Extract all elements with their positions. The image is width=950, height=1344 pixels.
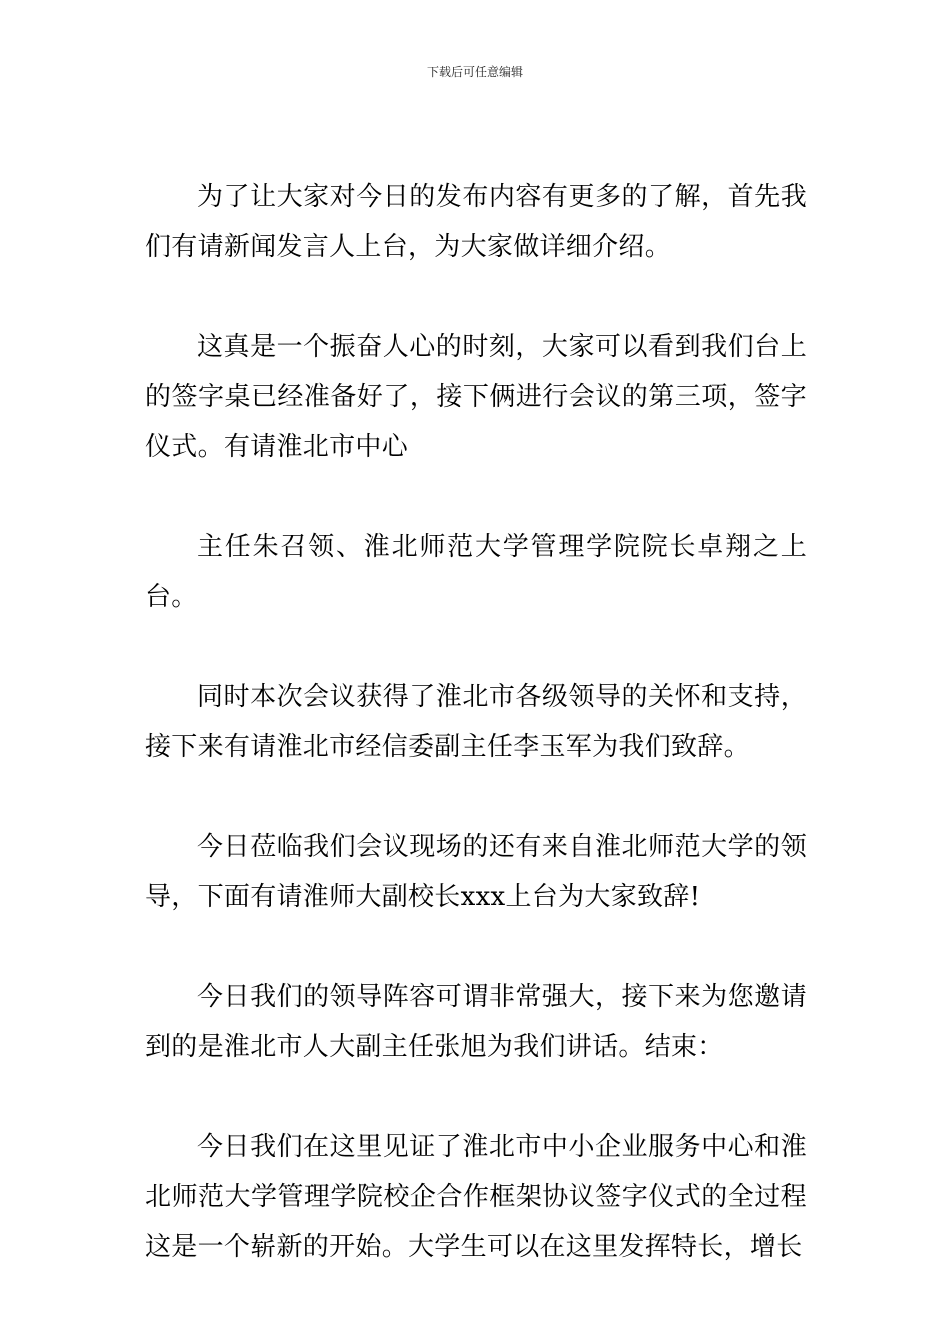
page-header: 下载后可任意编辑 xyxy=(426,65,523,79)
document-body xyxy=(145,172,807,1322)
paragraph-closing: 今日我们在这里见证了淮北市中小企业服务中心和淮北师范大学管理学院校企合作框架协议签字仪式的全过程这是一个崭新的开始。大学生可以在这里发挥特长，增长 xyxy=(145,1132,807,1262)
paragraph-university-leader-speech: 今日莅临我们会议现场的还有来自淮北师范大学的领导，下面有请淮师大副校长xxx上台为大家致辞! xyxy=(145,832,807,912)
paragraph-city-leader-speech: 同时本次会议获得了淮北市各级领导的关怀和支持，接下来有请淮北市经信委副主任李玉军为我们致辞。 xyxy=(145,682,807,762)
paragraph-intro-speaker: 为了让大家对今日的发布内容有更多的了解，首先我们有请新闻发言人上台，为大家做详细介绍。 xyxy=(145,182,807,262)
paragraph-congress-leader-speech: 今日我们的领导阵容可谓非常强大，接下来为您邀请到的是淮北市人大副主任张旭为我们讲话。结束： xyxy=(145,982,807,1062)
paragraph-signatories: 主任朱召领、淮北师范大学管理学院院长卓翔之上台。 xyxy=(145,532,807,612)
paragraph-signing-ceremony: 这真是一个振奋人心的时刻，大家可以看到我们台上的签字桌已经准备好了，接下俩进行会议的第三项，签字仪式。有请淮北市中心 xyxy=(145,332,807,462)
